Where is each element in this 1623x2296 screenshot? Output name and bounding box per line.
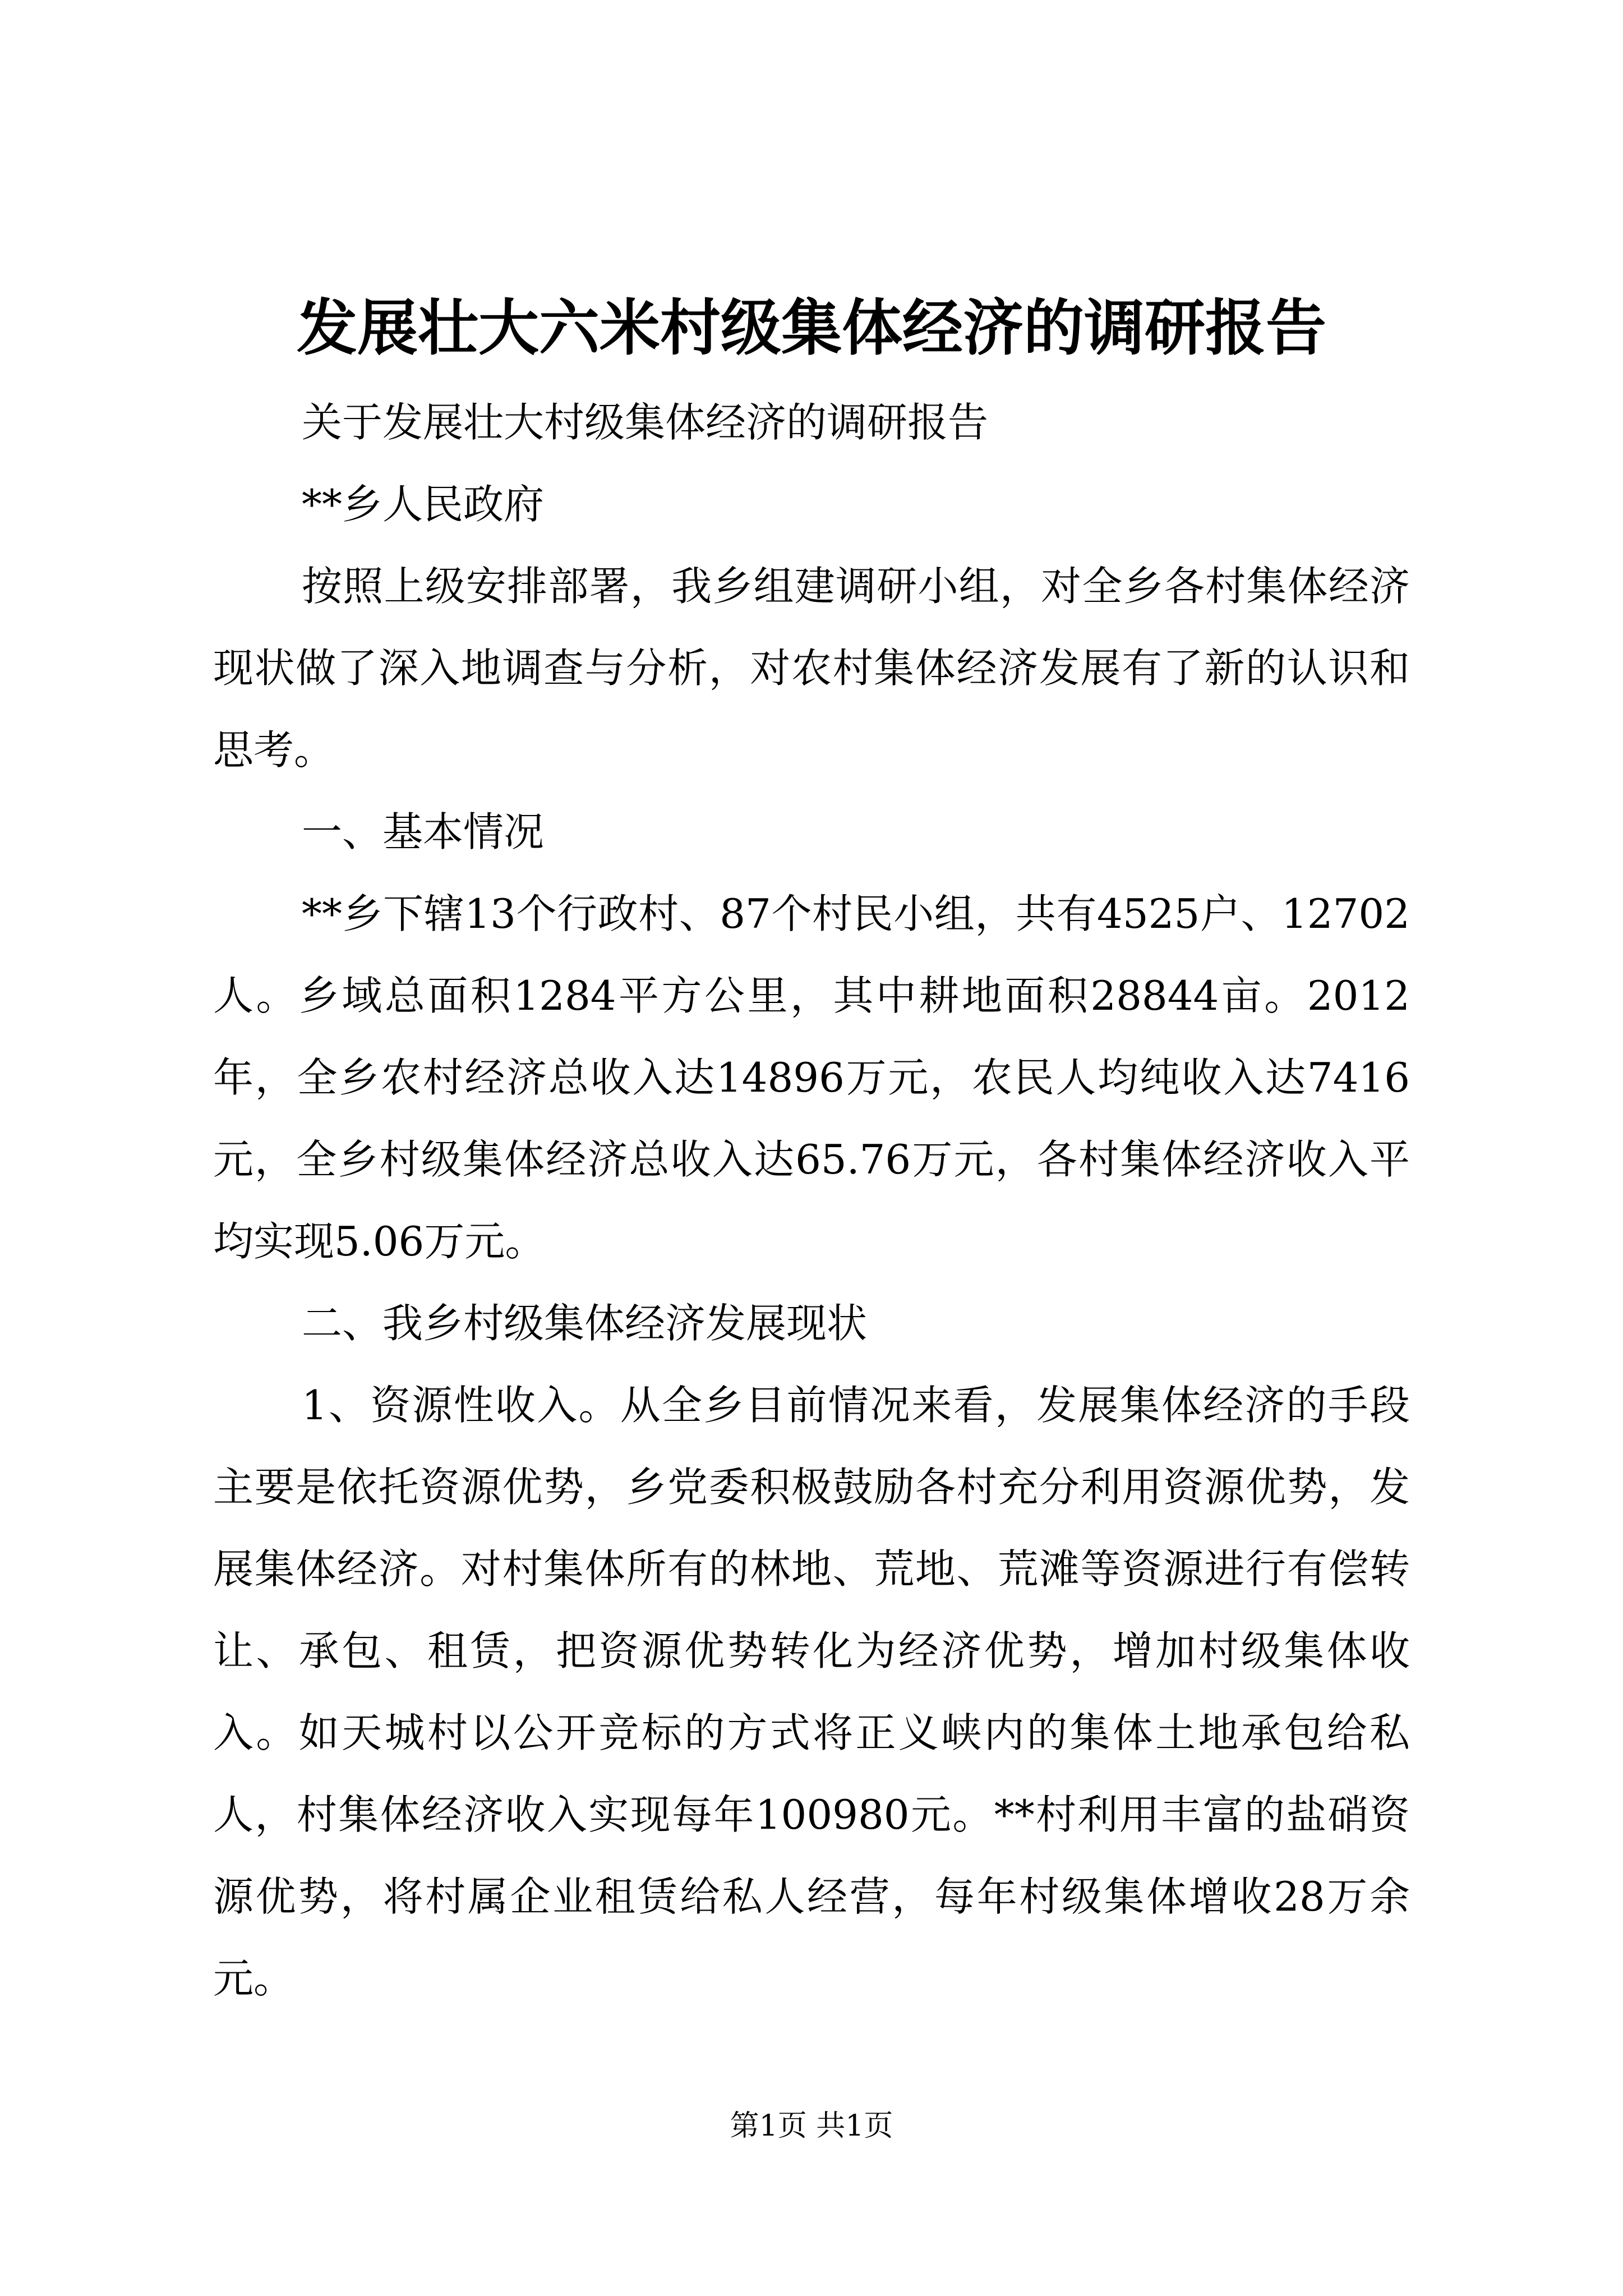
author-paragraph: **乡人民政府 bbox=[302, 481, 545, 528]
subtitle-paragraph: 关于发展壮大村级集体经济的调研报告 bbox=[302, 399, 989, 446]
section-heading-basic: 一、基本情况 bbox=[302, 808, 545, 855]
page-footer: 第1页 共1页 bbox=[730, 2109, 893, 2143]
resource-income-paragraph: 1、资源性收入。从全乡目前情况来看，发展集体经济的手段主要是依托资源优势，乡党委积极鼓励各村充分利用资源优势，发展集体经济。对村集体所有的林地、荒地、荒滩等资源进行有偿转让、承包、租赁，把资源优势转化为经济优势，增加村级集体收入。如天城村以公开竞标的方式将正义峡内的集体土地承包给私人，村集体经济收入实现每年100980元。**村利用丰富的盐硝资源优势，将村属企业租赁给私人经营，每年村级集体增收28万余元。 bbox=[213, 1382, 1410, 2002]
document-title: 发展壮大六米村级集体经济的调研报告 bbox=[296, 293, 1326, 364]
document-body bbox=[213, 381, 1410, 2019]
basic-info-paragraph: **乡下辖13个行政村、87个村民小组，共有4525户、12702人。乡域总面积1284平方公里，其中耕地面积28844亩。2012年，全乡农村经济总收入达14896万元，农民人均纯收入达7416元，全乡村级集体经济总收入达65.76万元，各村集体经济收入平均实现5.06万元。 bbox=[213, 890, 1410, 1265]
intro-paragraph: 按照上级安排部署，我乡组建调研小组，对全乡各村集体经济现状做了深入地调查与分析，对农村集体经济发展有了新的认识和思考。 bbox=[213, 563, 1410, 774]
section-heading-status: 二、我乡村级集体经济发展现状 bbox=[302, 1300, 868, 1347]
